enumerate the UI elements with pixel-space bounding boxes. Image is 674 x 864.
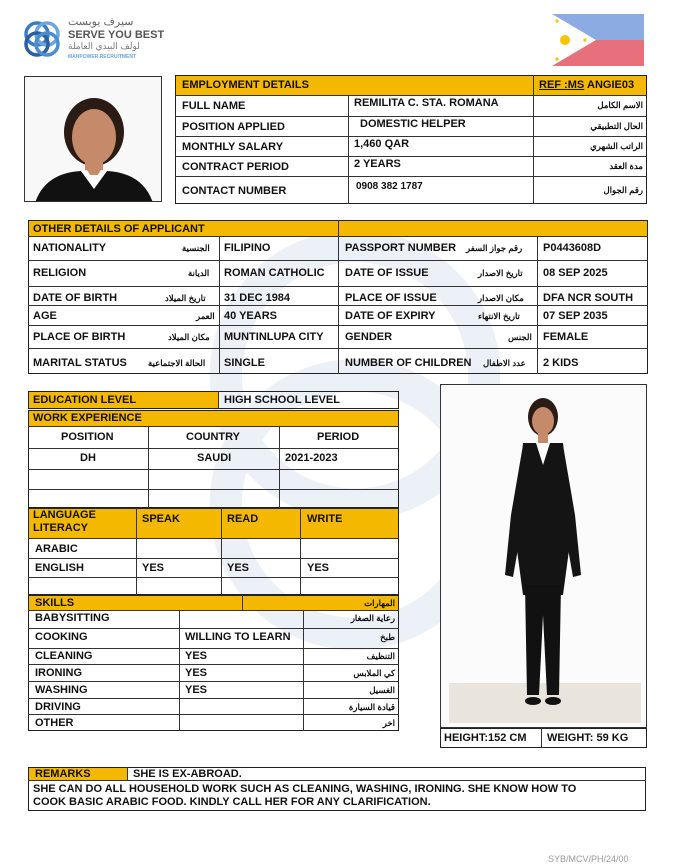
footer-code: SYB/MCV/PH/24/00	[548, 854, 629, 864]
date-of-birth-ar: تاريخ الميلاد	[165, 293, 206, 303]
number-of-children-ar: عدد الاطفال	[483, 358, 526, 368]
place-of-issue-ar: مكان الاصدار	[478, 293, 524, 303]
date-of-expiry-value: 07 SEP 2035	[543, 310, 608, 322]
education-value: HIGH SCHOOL LEVEL	[224, 394, 340, 406]
position-applied-value: DOMESTIC HELPER	[360, 118, 466, 130]
skill-driving: DRIVING	[35, 701, 81, 713]
applicant-portrait-photo	[24, 76, 162, 202]
date-of-expiry-label: DATE OF EXPIRY	[345, 310, 436, 322]
applicant-full-body-photo	[440, 384, 647, 728]
skills-title-ar: المهارات	[364, 598, 395, 608]
contract-period-ar: مدة العقد	[609, 161, 643, 171]
skills-title: SKILLS	[35, 597, 75, 609]
skill-driving-ar: قيادة السيارة	[348, 702, 395, 712]
company-logo-icon	[21, 18, 63, 60]
contract-period-label: CONTRACT PERIOD	[182, 161, 289, 173]
marital-status-value: SINGLE	[224, 357, 265, 369]
gender-ar: الجنس	[508, 332, 532, 342]
ref-value: ANGIE03	[587, 79, 635, 91]
monthly-salary-ar: الراتب الشهري	[590, 141, 643, 151]
contact-number-label: CONTACT NUMBER	[182, 185, 287, 197]
language-header-read: READ	[227, 513, 259, 525]
skill-ironing-value: YES	[185, 667, 208, 679]
logo-arabic-sub: لولف البيدي العاملة	[68, 41, 140, 51]
number-of-children-value: 2 KIDS	[543, 357, 579, 369]
position-applied-label: POSITION APPLIED	[182, 121, 285, 133]
language-english: ENGLISH	[35, 562, 84, 574]
skill-ironing-ar: كي الملابس	[353, 668, 395, 678]
logo-tag: MANPOWER RECRUITMENT	[68, 54, 137, 60]
date-of-issue-value: 08 SEP 2025	[543, 267, 608, 279]
work-section-title: WORK EXPERIENCE	[33, 412, 142, 424]
religion-ar: الديانة	[188, 268, 210, 278]
skill-other: OTHER	[35, 717, 74, 729]
height-value: HEIGHT:152 CM	[444, 732, 527, 744]
english-write: YES	[307, 562, 330, 574]
education-label: EDUCATION LEVEL	[33, 394, 137, 406]
gender-value: FEMALE	[543, 331, 589, 343]
english-speak: YES	[142, 562, 165, 574]
skill-washing-ar: الغسيل	[369, 685, 395, 695]
full-name-value: REMILITA C. STA. ROMANA	[354, 97, 499, 109]
employment-section-title: EMPLOYMENT DETAILS	[182, 79, 309, 91]
gender-label: GENDER	[345, 331, 393, 343]
language-arabic: ARABIC	[35, 543, 78, 555]
contact-number-ar: رقم الجوال	[603, 185, 643, 195]
logo-arabic: سيرف يوبست	[68, 16, 134, 28]
other-section-title: OTHER DETAILS OF APPLICANT	[33, 223, 205, 235]
skill-washing-value: YES	[185, 684, 208, 696]
marital-status-ar: الحالة الاجتماعية	[148, 358, 206, 368]
passport-number-value: P0443608D	[543, 242, 602, 254]
skill-cooking-value: WILLING TO LEARN	[185, 631, 291, 643]
passport-number-ar: رقم جواز السفر	[466, 243, 523, 253]
remarks-label: REMARKS	[35, 768, 91, 780]
remarks-line1: SHE IS EX-ABROAD.	[133, 768, 242, 780]
work-header-country: COUNTRY	[186, 431, 240, 443]
skill-babysitting: BABYSITTING	[35, 612, 110, 624]
nationality-value: FILIPINO	[224, 242, 271, 254]
ref-label: REF :MS	[539, 79, 585, 91]
religion-value: ROMAN CATHOLIC	[224, 267, 325, 279]
work-row-country: SAUDI	[197, 452, 232, 464]
monthly-salary-value: 1,460 QAR	[354, 138, 410, 150]
skill-cleaning: CLEANING	[35, 650, 93, 662]
remarks-line3: COOK BASIC ARABIC FOOD. KINDLY CALL HER FOR ANY CLARIFICATION.	[33, 796, 431, 808]
position-applied-ar: الحال التطبيقي	[590, 121, 643, 131]
language-title: LANGUAGE LITERACY	[33, 509, 96, 534]
skill-cooking-ar: طبخ	[380, 632, 395, 642]
philippine-flag-icon	[552, 14, 644, 66]
language-header-write: WRITE	[307, 513, 343, 525]
skill-cleaning-ar: التنظيف	[366, 651, 395, 661]
skill-cooking: COOKING	[35, 631, 88, 643]
place-of-birth-ar: مكان الميلاد	[168, 332, 210, 342]
full-name-label: FULL NAME	[182, 100, 246, 112]
age-value: 40 YEARS	[224, 310, 277, 322]
date-of-issue-ar: تاريخ الاصدار	[478, 268, 523, 278]
contract-period-value: 2 YEARS	[354, 158, 401, 170]
skill-other-ar: اخر	[382, 718, 395, 728]
contact-number-value: 0908 382 1787	[356, 181, 423, 192]
passport-number-label: PASSPORT NUMBER	[345, 242, 457, 254]
religion-label: RELIGION	[33, 267, 87, 279]
skill-babysitting-ar: رعاية الصغار	[350, 613, 395, 623]
marital-status-label: MARITAL STATUS	[33, 357, 127, 369]
remarks-line2: SHE CAN DO ALL HOUSEHOLD WORK SUCH AS CLEANING, WASHING, IRONING. SHE KNOW HOW TO	[33, 783, 577, 795]
date-of-expiry-ar: تاريخ الانتهاء	[478, 311, 520, 321]
date-of-birth-value: 31 DEC 1984	[224, 292, 291, 304]
place-of-issue-value: DFA NCR SOUTH	[543, 292, 634, 304]
place-of-birth-value: MUNTINLUPA CITY	[224, 331, 324, 343]
full-name-ar: الاسم الكامل	[597, 100, 643, 110]
skill-washing: WASHING	[35, 684, 88, 696]
date-of-issue-label: DATE OF ISSUE	[345, 267, 429, 279]
number-of-children-label: NUMBER OF CHILDREN	[345, 357, 472, 369]
nationality-ar: الجنسية	[182, 243, 210, 253]
place-of-birth-label: PLACE OF BIRTH	[33, 331, 126, 343]
date-of-birth-label: DATE OF BIRTH	[33, 292, 118, 304]
language-header-speak: SPEAK	[142, 513, 180, 525]
english-read: YES	[227, 562, 250, 574]
logo-name: SERVE YOU BEST	[68, 29, 165, 41]
nationality-label: NATIONALITY	[33, 242, 107, 254]
skill-cleaning-value: YES	[185, 650, 208, 662]
work-header-position: POSITION	[61, 431, 114, 443]
place-of-issue-label: PLACE OF ISSUE	[345, 292, 437, 304]
work-row-period: 2021-2023	[285, 452, 338, 464]
monthly-salary-label: MONTHLY SALARY	[182, 141, 284, 153]
work-row-position: DH	[80, 452, 96, 464]
age-ar: العمر	[196, 311, 215, 321]
age-label: AGE	[33, 310, 57, 322]
weight-value: WEIGHT: 59 KG	[547, 732, 629, 744]
skill-ironing: IRONING	[35, 667, 83, 679]
work-header-period: PERIOD	[317, 431, 360, 443]
